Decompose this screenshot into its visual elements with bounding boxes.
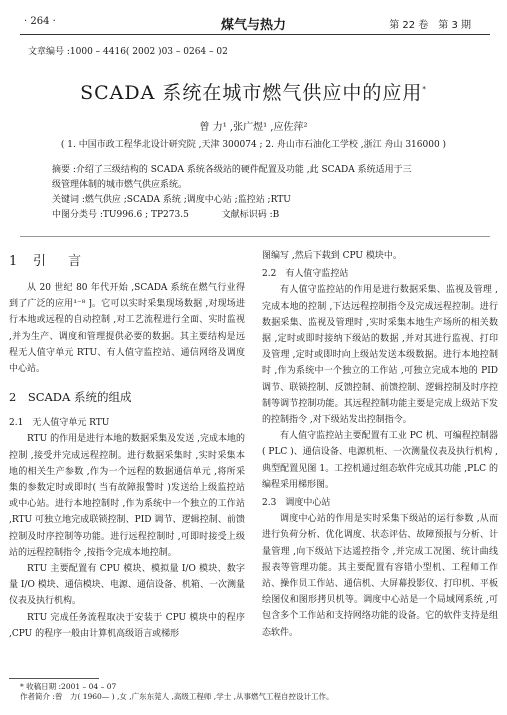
monitor-paragraph-2: 有人值守监控站主要配置有工业 PC 机、可编程控制器( PLC )、通信设备、电源机柜、一次测量仪表及执行机构 ,典型配置见图 1。工控机通过组态软件完成其功能 ,PLC 的编程采用梯形图。 [262, 431, 498, 490]
journal-name: 煤气与热力 [220, 18, 286, 33]
rtu-paragraph-3: RTU 完成任务流程取决于安装于 CPU 模块中的程序 ,CPU 的程序一般由计算机高级语言或梯形 [9, 612, 245, 639]
abstract-rule [20, 236, 490, 237]
rtu-paragraph-1: RTU 的作用是进行本地的数据采集及发送 ,完成本地的控制 ,接受并完成远程控制。进行数据采集时 ,实时采集本地的相关生产参数 ,作为一个远程的数据通信单元 ,将所采集的参数定时或即时( 当有故障报警时 )发送给上级监控站或中心站。进行本地控制时 ,作为系统中一个独立的工作站 ,RTU 可独立地完成联锁控制、PID 调节、逻辑控制、前馈控制及时序控制等功能。进行远程控制时 ,可即时接受上级站的远程控制指令 ,按指令完成本地控制。 [9, 434, 245, 558]
dispatch-paragraph: 调度中心站的作用是实时采集下级站的运行参数 ,从而进行负荷分析、优化调度、状态评估、故障预报与分析、计量管理 ,向下级站下达遥控指令 ,并完成工况图、统计曲线报表等管理功能。其主要配置有容错小型机、工程师工作站、操作员工作站、通信机、大屏幕投影仪、打印机、平板绘图仪和图形拷贝机等。调度中心站是一个局域网系统 ,可包含多个工作站和支持网络功能的设备。它的软件支持是组态软件。 [262, 514, 498, 638]
rtu-paragraph-3-cont: 图编写 ,然后下载到 CPU 模块中。 [262, 251, 402, 261]
author-list: 曾 力¹ ,张广煜¹ ,应佐萍² [199, 122, 308, 133]
abstract-line-2: 级管理体制的城市燃气供应系统。 [52, 180, 188, 190]
section-2-2-heading: 2.2 有人值守监控站 [262, 269, 349, 280]
rtu-paragraph-2: RTU 主要配置有 CPU 模块、模拟量 I/O 模块、数字量 I/O 模块、通信模块、电源、通信设备、机箱、一次测量仪表及执行机构。 [9, 564, 245, 607]
abstract-line-1: 摘要 :介绍了三级结构的 SCADA 系统各级站的硬件配置及功能 ,此 SCADA 系统适用于三 [52, 165, 412, 175]
volume-issue: 第 22 卷 第 3 期 [389, 20, 471, 31]
title-text: SCADA 系统在城市燃气供应中的应用 [80, 82, 423, 104]
received-date: * 收稿日期 :2001 – 04 – 07 [20, 682, 117, 691]
clc-number: 中图分类号 :TU996.6 ; TP273.5 [52, 210, 189, 220]
left-column [9, 248, 245, 642]
monitor-paragraph-1: 有人值守监控站的作用是进行数据采集、监视及管理 ,完成本地的控制 ,下达远程控制指令及完成远程控制。进行数据采集、监视及管理时 ,实时采集本地生产场所的相关数据 ,定时或即时接纳下级站的数据 ,并对其进行监视、打印及管理 ,定时或即时向上级站发送本级数据。进行本地控制时 ,作为系统中一个独立的工作站 ,可独立完成本地的 PID 调节、联锁控制、反馈控制、前馈控制、逻辑控制及时序控制等调节控制功能。其远程控制功能主要是完成上级站下发的控制指令 ,对下级站发出控制指令。 [262, 285, 498, 426]
section-1-number: 1 [9, 254, 18, 269]
right-column [262, 248, 498, 641]
section-1-heading [9, 254, 245, 270]
running-header [0, 14, 507, 34]
section-2-3-heading: 2.3 调度中心站 [262, 498, 331, 509]
classification-line [52, 208, 462, 223]
document-code: 文献标识码 :B [221, 210, 280, 220]
article-title [0, 78, 507, 105]
article-number: 文章编号 :1000 – 4416( 2002 )03 – 0264 – 02 [28, 47, 228, 57]
keywords: 关键词 :燃气供应 ;SCADA 系统 ;调度中心站 ;监控站 ;RTU [52, 195, 291, 205]
section-1-title: 引言 [33, 254, 104, 269]
abstract-block [52, 163, 462, 223]
footnote-block [20, 682, 333, 702]
author-bio: 作者简介 :曾 力( 1960— ) ,女 ,广东东莞人 ,高级工程师 ,学士 ,从事燃气工程自控设计工作。 [20, 692, 334, 701]
section-2-heading: 2 SCADA 系统的组成 [9, 390, 132, 405]
section-2-1-heading: 2.1 无人值守单元 RTU [9, 418, 110, 429]
header-rule [20, 34, 490, 35]
title-footnote-mark: * [422, 85, 427, 94]
intro-paragraph: 从 20 世纪 80 年代开始 ,SCADA 系统在燃气行业得到了广泛的应用¹⁻⁸ ]。它可以实时采集现场数据 ,对现场进行本地或远程的自动控制 ,对工艺流程进行全面、实时监视 ,并为生产、调度和管理提供必要的数据。其主要结构是远程无人值守单元 RTU、有人值守监控站、通信网络及调度中心站。 [9, 283, 245, 375]
footnote-rule [9, 678, 99, 679]
page-number: · 264 · [24, 16, 56, 27]
affiliation: ( 1. 中国市政工程华北设计研究院 ,天津 300074 ; 2. 舟山市石油化工学校 ,浙江 舟山 316000 ) [60, 140, 447, 150]
